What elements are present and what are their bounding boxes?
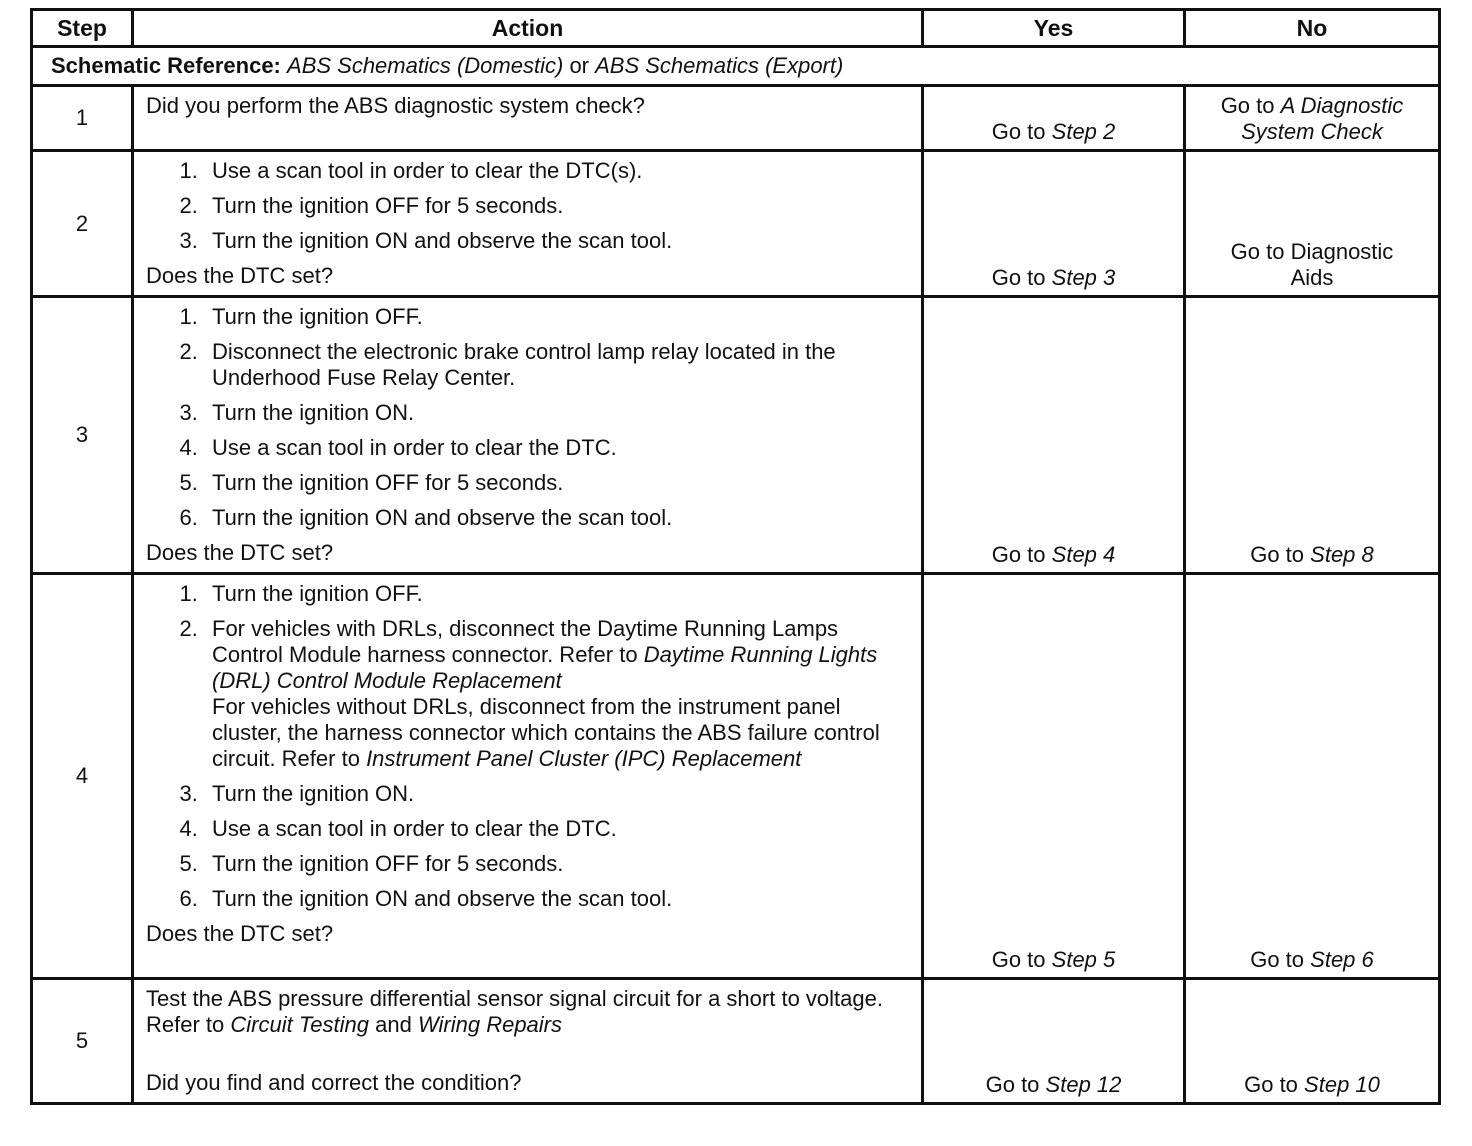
step-instruction-text — [146, 986, 911, 1038]
header-yes: Yes — [923, 10, 1185, 47]
step-action — [133, 151, 923, 297]
step-row-1 — [32, 86, 1440, 151]
instruction-item: 5. Turn the ignition OFF for 5 seconds. — [204, 470, 911, 496]
step-row-2 — [32, 151, 1440, 297]
instruction-item: 3. Turn the ignition ON and observe the scan tool. — [204, 228, 911, 254]
yes-prefix: Go to — [991, 265, 1046, 290]
step-instructions — [146, 581, 911, 912]
yes-prefix: Go to — [991, 119, 1046, 144]
schematic-reference-row — [32, 47, 1440, 86]
yes-cell — [923, 979, 1185, 1104]
step-number: 4 — [32, 574, 133, 979]
instruction-item: 3. Turn the ignition ON. — [204, 781, 911, 807]
step-action — [133, 979, 923, 1104]
circuit-testing-link[interactable]: Circuit Testing — [230, 1012, 369, 1037]
step-question: Did you perform the ABS diagnostic system check? — [146, 93, 645, 118]
drl-replacement-link[interactable]: Daytime Running Lights (DRL) Control Module Replacement — [212, 642, 878, 693]
no-link[interactable]: Step 6 — [1310, 947, 1374, 972]
yes-link[interactable]: Step 2 — [1051, 119, 1116, 144]
step-number: 1 — [32, 86, 133, 151]
instruction-text: and — [375, 1012, 412, 1037]
step-question: Did you find and correct the condition? — [146, 1070, 522, 1095]
step-question: Does the DTC set? — [146, 921, 334, 946]
step-instructions — [146, 158, 911, 254]
no-cell — [1185, 86, 1440, 151]
instruction-item: 6. Turn the ignition ON and observe the scan tool. — [204, 886, 911, 912]
schematic-reference — [32, 47, 1440, 86]
yes-link[interactable]: Step 12 — [1045, 1072, 1122, 1097]
instruction-item: 4. Use a scan tool in order to clear the DTC. — [204, 435, 911, 461]
step-row-4 — [32, 574, 1440, 979]
yes-link[interactable]: Step 5 — [1051, 947, 1116, 972]
instruction-item: 1. Turn the ignition OFF. — [204, 581, 911, 607]
reference-label: Schematic Reference: — [51, 53, 281, 78]
yes-prefix: Go to — [985, 1072, 1040, 1097]
no-cell — [1185, 297, 1440, 574]
instruction-item: 3. Turn the ignition ON. — [204, 400, 911, 426]
step-action — [133, 574, 923, 979]
no-prefix: Go to — [1244, 1072, 1298, 1097]
ipc-replacement-link[interactable]: Instrument Panel Cluster (IPC) Replacement — [366, 746, 802, 771]
header-row — [32, 10, 1440, 47]
step-instructions — [146, 304, 911, 531]
instruction-text: For vehicles without DRLs, disconnect from the instrument panel cluster, the harness connector which contains the ABS failure control circuit. Refer to — [212, 694, 880, 771]
step-action — [133, 86, 923, 151]
yes-prefix: Go to — [991, 542, 1046, 567]
no-prefix: Go to — [1250, 947, 1305, 972]
no-link[interactable]: Step 10 — [1304, 1072, 1380, 1097]
instruction-item: 2. Disconnect the electronic brake control lamp relay located in the Underhood Fuse Relay Center. — [204, 339, 911, 391]
no-link[interactable]: Go to Diagnostic Aids — [1230, 239, 1394, 290]
step-number: 3 — [32, 297, 133, 574]
step-number: 5 — [32, 979, 133, 1104]
wiring-repairs-link[interactable]: Wiring Repairs — [417, 1012, 563, 1037]
header-step: Step — [32, 10, 133, 47]
reference-or: or — [569, 53, 589, 78]
header-action: Action — [133, 10, 923, 47]
step-question: Does the DTC set? — [146, 263, 334, 288]
reference-link-domestic[interactable]: ABS Schematics (Domestic) — [287, 53, 564, 78]
no-link[interactable]: Step 8 — [1310, 542, 1374, 567]
no-prefix: Go to — [1220, 93, 1275, 118]
instruction-item: 6. Turn the ignition ON and observe the scan tool. — [204, 505, 911, 531]
instruction-item: 1. Turn the ignition OFF. — [204, 304, 911, 330]
yes-prefix: Go to — [991, 947, 1046, 972]
instruction-item: 4. Use a scan tool in order to clear the DTC. — [204, 816, 911, 842]
step-question: Does the DTC set? — [146, 540, 334, 565]
instruction-item: 5. Turn the ignition OFF for 5 seconds. — [204, 851, 911, 877]
yes-cell — [923, 297, 1185, 574]
instruction-item — [204, 616, 911, 772]
yes-link[interactable]: Step 4 — [1051, 542, 1116, 567]
reference-link-export[interactable]: ABS Schematics (Export) — [595, 53, 844, 78]
no-prefix: Go to — [1250, 542, 1305, 567]
no-cell — [1185, 979, 1440, 1104]
instruction-text: Test the ABS pressure differential sensor signal circuit for a short to voltage. Refer to — [146, 986, 883, 1037]
yes-cell — [923, 86, 1185, 151]
instruction-item: 1. Use a scan tool in order to clear the DTC(s). — [204, 158, 911, 184]
step-number: 2 — [32, 151, 133, 297]
instruction-text: For vehicles with DRLs, disconnect the Daytime Running Lamps Control Module harness connector. Refer to — [212, 616, 839, 667]
header-no: No — [1185, 10, 1440, 47]
instruction-item: 2. Turn the ignition OFF for 5 seconds. — [204, 193, 911, 219]
yes-link[interactable]: Step 3 — [1051, 265, 1116, 290]
no-link[interactable]: A Diagnostic System Check — [1241, 93, 1404, 144]
step-row-3 — [32, 297, 1440, 574]
no-cell — [1185, 574, 1440, 979]
yes-cell — [923, 574, 1185, 979]
no-cell — [1185, 151, 1440, 297]
yes-cell — [923, 151, 1185, 297]
step-action — [133, 297, 923, 574]
diagnostic-table — [30, 8, 1441, 1105]
step-row-5 — [32, 979, 1440, 1104]
